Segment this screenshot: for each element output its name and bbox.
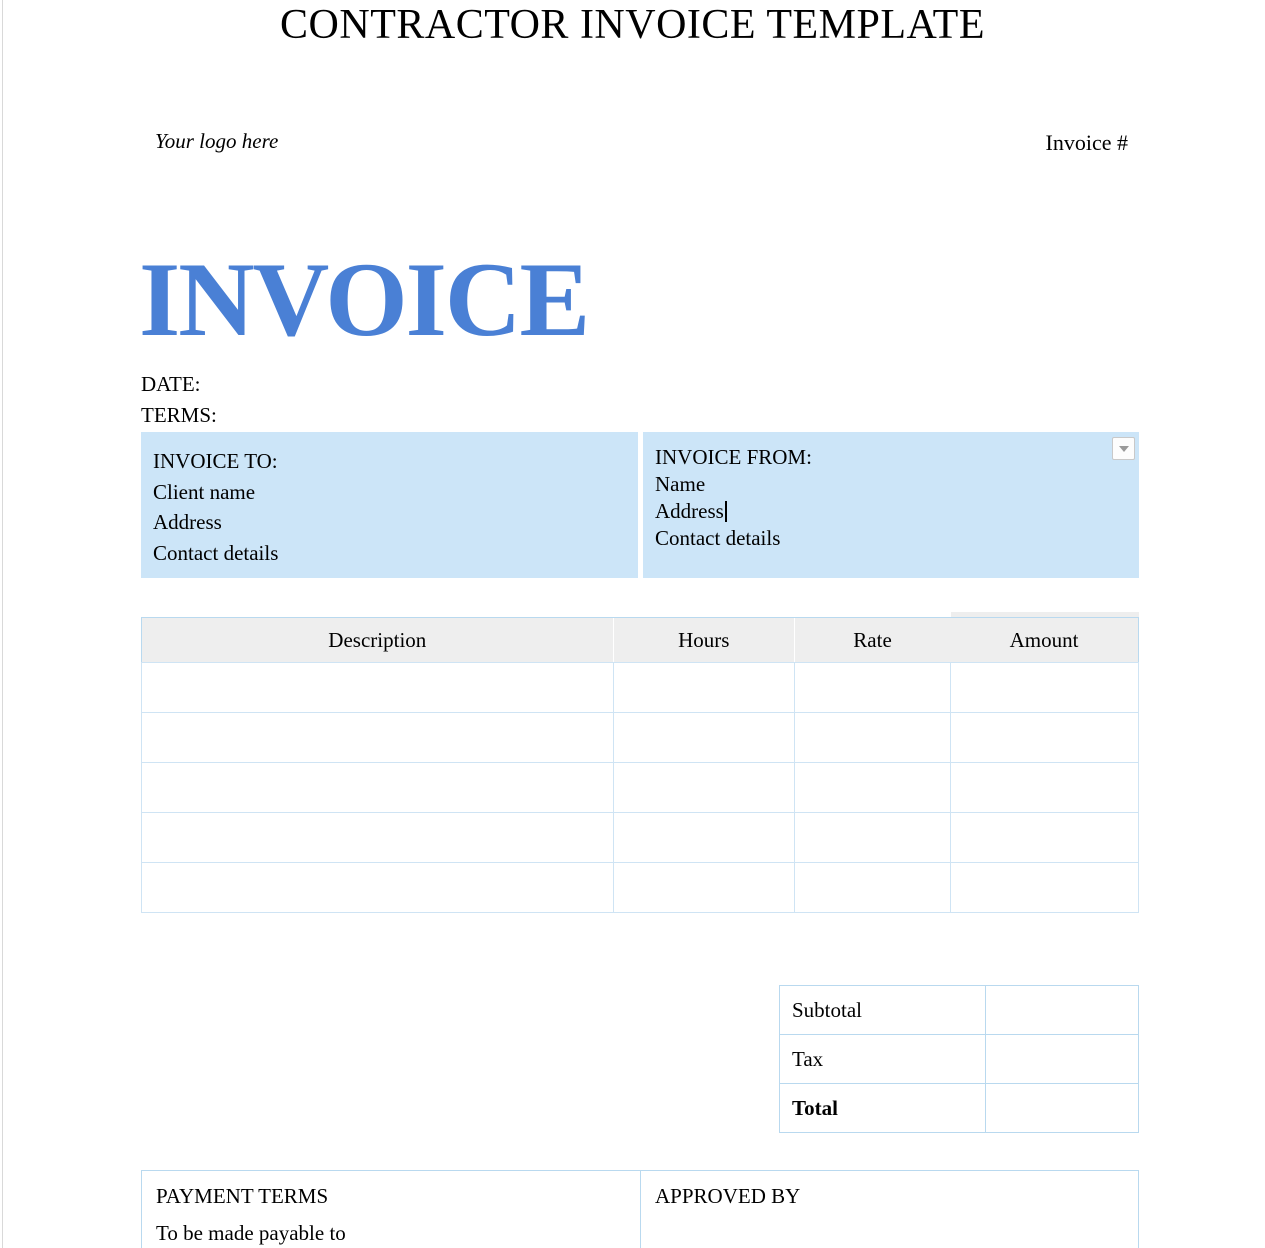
item-cell[interactable] <box>142 813 614 863</box>
invoice-to-client-name[interactable]: Client name <box>153 479 256 504</box>
items-table-body <box>142 663 1139 913</box>
item-cell[interactable] <box>795 813 951 863</box>
item-row-1 <box>142 663 1139 713</box>
terms-label[interactable]: TERMS: <box>141 403 217 427</box>
total-label: Total <box>780 1084 986 1133</box>
logo-placeholder[interactable]: Your logo here <box>155 129 279 153</box>
item-cell[interactable] <box>950 713 1138 763</box>
date-terms-block[interactable] <box>141 369 217 431</box>
line-items-table <box>141 617 1139 913</box>
page-edge-line <box>2 0 3 1248</box>
subtotal-value-cell[interactable] <box>986 986 1139 1035</box>
invoice-to-label: INVOICE TO: <box>153 449 278 473</box>
chevron-down-glyph <box>1119 446 1129 452</box>
text-cursor <box>725 501 727 522</box>
document-title: CONTRACTOR INVOICE TEMPLATE <box>280 2 985 48</box>
item-cell[interactable] <box>950 813 1138 863</box>
item-row-5 <box>142 863 1139 913</box>
invoice-to-address[interactable]: Address <box>153 510 222 534</box>
footer-section <box>141 1170 1139 1248</box>
item-row-3 <box>142 763 1139 813</box>
item-cell[interactable] <box>142 863 614 913</box>
subtotal-label: Subtotal <box>780 986 986 1035</box>
item-cell[interactable] <box>142 663 614 713</box>
item-cell[interactable] <box>142 763 614 813</box>
invoice-from-address-line[interactable] <box>655 498 1127 525</box>
total-value-cell[interactable] <box>986 1084 1139 1133</box>
invoice-to-panel[interactable] <box>141 432 638 578</box>
item-cell[interactable] <box>613 713 794 763</box>
item-cell[interactable] <box>950 763 1138 813</box>
totals-table <box>779 985 1139 1133</box>
line-items-section <box>141 617 1139 913</box>
total-row <box>780 1084 1139 1133</box>
invoice-to-contact[interactable]: Contact details <box>153 540 279 565</box>
tax-value-cell[interactable] <box>986 1035 1139 1084</box>
invoice-heading: INVOICE <box>139 241 589 358</box>
item-cell[interactable] <box>795 863 951 913</box>
payment-terms-cell[interactable] <box>142 1171 641 1248</box>
item-cell[interactable] <box>950 863 1138 913</box>
items-header-row <box>142 618 1139 663</box>
col-header-amount[interactable]: Amount <box>950 618 1138 663</box>
date-label[interactable]: DATE: <box>141 372 201 396</box>
item-cell[interactable] <box>795 763 951 813</box>
payment-terms-label: PAYMENT TERMS <box>156 1184 329 1208</box>
item-cell[interactable] <box>950 663 1138 713</box>
invoice-from-contact[interactable]: Contact details <box>655 526 781 550</box>
invoice-from-panel[interactable] <box>643 432 1139 578</box>
col-header-hours[interactable]: Hours <box>613 618 794 663</box>
tax-label: Tax <box>780 1035 986 1084</box>
item-cell[interactable] <box>795 713 951 763</box>
invoice-from-address[interactable]: Address <box>655 499 724 523</box>
item-cell[interactable] <box>613 763 794 813</box>
invoice-from-label: INVOICE FROM: <box>655 445 812 469</box>
item-cell[interactable] <box>613 813 794 863</box>
payment-terms-text[interactable]: To be made payable to <box>156 1221 346 1245</box>
item-cell[interactable] <box>142 713 614 763</box>
item-row-4 <box>142 813 1139 863</box>
header-step-decoration <box>951 612 1139 617</box>
item-cell[interactable] <box>795 663 951 713</box>
approved-by-label: APPROVED BY <box>655 1184 801 1208</box>
item-row-2 <box>142 713 1139 763</box>
item-cell[interactable] <box>613 863 794 913</box>
item-cell[interactable] <box>613 663 794 713</box>
invoice-from-name[interactable]: Name <box>655 472 706 496</box>
invoice-number-label[interactable]: Invoice # <box>1045 130 1128 155</box>
col-header-rate[interactable]: Rate <box>795 618 951 663</box>
chevron-down-icon[interactable] <box>1112 437 1135 460</box>
approved-by-cell[interactable] <box>641 1171 1138 1248</box>
tax-row <box>780 1035 1139 1084</box>
subtotal-row <box>780 986 1139 1035</box>
col-header-description[interactable]: Description <box>142 618 614 663</box>
